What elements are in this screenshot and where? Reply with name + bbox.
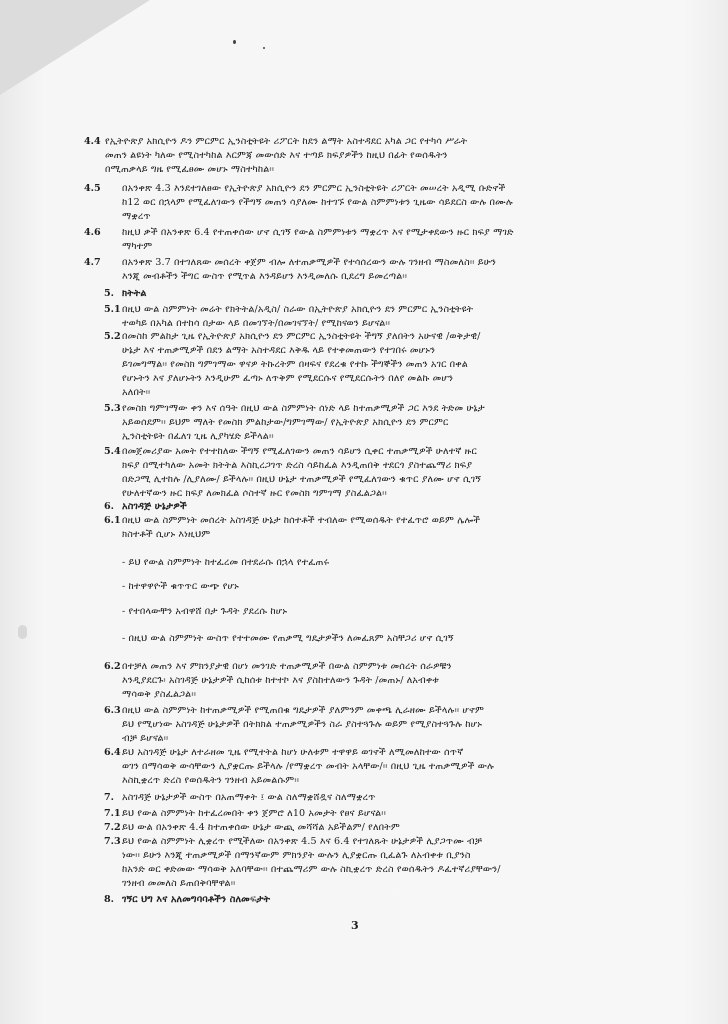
paragraph-line: አስገዳጅ ሁኔታዎች	[122, 501, 187, 512]
paragraph-line: በአንቀጽ 3.7 በተገለጸው መሰረት ቀጀም ብሎ ለተጠቃሚዎች የተሳሰረውን ውሉ ገንዘብ ማስመለስ፡፡ ይሁን	[122, 257, 497, 268]
paragraph-line: ይህ የውል ስምምነት ሊቋረጥ የሚችለው በአንቀጽ 4.5 እና 6.4 የተገለጹት ሁኔታዎች ሊያጋጥሙ ብቻ	[122, 836, 483, 847]
paragraph-line: እስኪቋረጥ ድረስ የወሰዱትን ገንዘብ አይመልሱም፡፡	[122, 775, 300, 787]
paragraph-line: ብቻ ይሆናል፡፡	[122, 733, 169, 745]
paper-speck	[233, 40, 236, 44]
paragraph-line: በመጀመሪያው አመት የተተከለው ችግኝ የሚፈለገውን መጠን ሳይሆን ሲቀር ተጠቃሚዎች ሁለተኛ ዙር	[122, 446, 477, 457]
paragraph-line: በድጋሚ ሊተከሉ /ሊያለሙ/ ይችላሉ፡፡ በዚህ ሁኔታ ተጠቃሚዎች የሚፈለገውን ቁጥር ያለሙ ሆኖ ሲገኝ	[122, 474, 482, 486]
paragraph-line: ይህ የውል ስምምነት ከተፈረመበት ቀን ጀምሮ ለ10 አመታት የፀና ይሆናል፡፡	[122, 808, 386, 819]
paragraph-line: በአንቀጽ 4.3 እንደተገለፀው የኢትዮጵያ አክሲዮን ደን ምርምር ኢንስቲትዩት ሪፖርት መሠረት አዲሚ ቡድኖች	[122, 183, 506, 194]
paragraph-line: በመስከ ምልከታ ጊዜ የኢትዮጵያ አክሲዮን ደን ምርምር ኢንስቲትዩት ችግኝ ያለበትን አሁናዊ /ወቅታዊ/	[122, 331, 481, 342]
paragraph-line: የኢትዮጵያ አክሲዮን ዶን ምርምር ኢንስቲትዩት ሪፖርት ከደን ልማት አስተዳደር አካል ጋር የተካሳ ሥራት	[105, 136, 468, 147]
section-number: 6.	[104, 501, 115, 512]
paragraph-line: ከአንድ ወር ቀድመው ማሳወቅ አለባቸው፡፡ በተጨማሪም ውሉ ስኪቋረጥ ድረስ የወሰዱትን ዶፈተኛሪያቸውን/	[122, 864, 501, 876]
page-number: 3	[351, 919, 359, 932]
paragraph-line: በዚህ ውል ስምምነት ከተጠቃሚዎች የሚጠበቁ ግዴታዎች ያለምንም መቀጫ ሊራዘሙ ይችላሉ፡፡ ሆኖም	[122, 705, 485, 716]
paragraph-line: የሁለተኛውን ዙር ክፍያ ለመክፈል ሶስተኛ ዙር የመስክ ግምገማ ያስፈልጋል፡፡	[122, 488, 387, 500]
paragraph-line: የመስክ ግምገማው ቀን እና ሰዓት በዚህ ውል ስምምነት ሰነድ ላይ ከተጠቃሚዎች ጋር እንደ ትድመ ሁኔታ	[122, 403, 485, 414]
paragraph-line: በዚህ ውል ስምምነት መሬት የክትትል/አዲስ/ ስራው በኢትዮጵያ አክሲዮን ደን ምርምር ኢንስቲትዩት	[122, 304, 474, 315]
section-number: 7.2	[104, 822, 121, 833]
paragraph-line: ይገመግማል፡፡ የመስክ ግምገማው ዋናዎ ትኩረትም በዛፍና የደረቁ የተኩ ችግኞችን መጠን አገር በቀል	[122, 359, 468, 371]
section-number: 7.1	[104, 808, 121, 819]
paragraph-line: እንዲያደርጉ፡ አስገዳጅ ሁኔታዎች ሲከሰቱ ከተተኮ እና ያስከተለውን ጉዳት /መጠኑ/ ለአብቀቱ	[122, 675, 439, 687]
section-number: 7.3	[104, 836, 121, 847]
paragraph-line: የሆኑትን እና ያለሆኑትን እንዲሁም ፈጣኑ ለጥቅም የሚደርሱና የሚደርሱትን በለየ መልኩ መሆን	[122, 373, 454, 385]
paragraph-line: አስገዳጅ ሁኔታዎች ውስጥ በአጠማቀት ፤ ውል ስለማቋሸዷና ስለማቋረጥ	[122, 792, 376, 803]
paragraph-line: በተቻለ መጠን እና ምክንያታዊ በሆነ መንገድ ተጠቃሚዎች በውል ስምምነቱ መሰረት ሰራዎቹን	[122, 661, 452, 672]
paragraph-line: ማሳወቅ ያስፈልጋል፡፡	[122, 689, 197, 701]
paragraph-line: ክትትል	[122, 288, 147, 299]
paragraph-line: ገንዘብ መመለስ ይጠበቅባቸዋል፡፡	[122, 878, 236, 890]
section-number: 5.2	[104, 331, 121, 342]
paragraph-line: እንጂ መብቶችን ችግር ውስጥ የሚጥል እንዳይሆን እንዲመለሱ ቢደረግ ይመረጣል፡፡	[122, 271, 408, 283]
section-number: 6.4	[104, 747, 121, 758]
folded-corner	[0, 0, 150, 95]
paragraph-line: አይወሰደም፡፡ ይህም ማለት የመስክ ምልከታው/ግምገማው/ የኢትዮጵያ አክሲዮን ደን ምርምር	[122, 417, 449, 429]
paragraph-line: ተወካይ በአካል በተከሳ በታው ላይ በመገኘት/በመገናኘት/ የሚከናወን ይሆናል፡፡	[122, 318, 391, 330]
section-number: 6.1	[104, 515, 121, 526]
paragraph-line: መጠን ልዩነት ካለው የሚስተካከል እርምጃ መውሰድ እና ተጣይ ክፍያዎችን ከዚህ በፊት የወሰዱትን	[105, 150, 448, 162]
paragraph-line: ከዚህ ቃች በአንቀጽ 6.4 የተጠቀሰው ሆኖ ሲገኝ የውል ስምምነቱን ማቋረጥ እና የሚታቀደውን ዙር ክፍያ ማገድ	[122, 227, 514, 238]
paragraph-line: ኢንስቲትዩት በፈለገ ጊዜ ሊያካሄድ ይችላል፡፡	[122, 431, 274, 443]
bullet-line: - በዚህ ውል ስምምነት ውስጥ የተተመሙ የጠቃሚ ግዴታዎችን ለመፈጸም አስቸጋሪ ሆኖ ሲገኝ	[122, 633, 454, 644]
section-number: 7.	[104, 792, 115, 803]
section-number: 4.7	[84, 257, 101, 268]
paragraph-line: ነው፡፡ ይሁን እንጂ ተጠቃሚዎች በማንኛውም ምክንያት ውሉን ሊያቋርጡ ቢፈልጉ ለአብቀቱ ቢያንስ	[122, 850, 471, 862]
bullet-line: - ይህ የውል ስምምነት ከተፈረመ በተደራሱ በኋላ የተፈጠሩ	[122, 557, 330, 568]
section-number: 4.4	[84, 136, 101, 147]
paragraph-line: በዚህ ውል ስምምነት መሰረት አስገዳጅ ሁኔታ ከሰተቶች ተብለው የሚወሰዱት የተፈጥሮ ወይም ሌሎች	[122, 515, 481, 526]
section-number: 5.	[104, 288, 115, 299]
punch-hole	[18, 625, 27, 639]
paragraph-line: አለበት፡፡	[122, 387, 151, 399]
paragraph-line: ወገን በማሳወቅ ውሳቸውን ሊያቋርጡ ይችላሉ /የማቋረጥ መብት አላቸው/፡፡ በዚህ ጊዜ ተጠቃሚዎች ውሉ	[122, 761, 495, 773]
paragraph-line: ማቋረጥ	[122, 211, 151, 223]
paragraph-line: ሁኔታ እና ተጠቃሚዎች በደን ልማት አስተዳደር እቅዱ ላይ የተቀመጠውን የተገበሩ መሆኑን	[122, 345, 436, 357]
paragraph-line: ይህ አስገዳጅ ሁኔታ ለተራዘመ ጊዜ የሚተትል ከሆነ ሁለቱም ተዋዋይ ወገኖች ለሚመለከተው ሰጥኛ	[122, 747, 464, 758]
bullet-line: - የተበላውቸን አብዋሸ በታ ጉዳት ያደረሱ ከሆኑ	[122, 606, 288, 617]
paragraph-line: በሚጠቃላይ ግዜ የሚፈፀሙ መሆኑ ማስተካከል፡፡	[105, 164, 275, 176]
section-number: 5.4	[104, 446, 121, 457]
paragraph-line: ክፍያ በሚተካለው አመት ክትትል እስኪረጋገጥ ድረስ ሳይከፈል እንዲጠበቅ ተደርጎ ያስተጨማሪ ክፍያ	[122, 460, 473, 472]
paragraph-line: ማካተም	[122, 241, 153, 253]
section-number: 4.6	[84, 227, 101, 238]
paragraph-line: ገኝር ህግ እና አለመግባባቶችን ስለመፍታት	[122, 894, 271, 905]
paper-speck	[263, 47, 265, 49]
section-number: 5.1	[104, 304, 121, 315]
paragraph-line: ከ12 ወር በኋላም የሚፈለገውን የችግኝ መጠን ሳያለሙ ከተገኙ የውል ስምምነቱን ጊዜው ሳይደርስ ውሉ በሙሉ	[122, 197, 513, 209]
section-number: 8.	[104, 894, 115, 905]
paragraph-line: ክስተቶች ሲሆኑ እነዚህም	[122, 529, 211, 541]
bullet-line: - ከተዋዋዮች ቁጥጥር ውጭ የሆኑ	[122, 581, 239, 592]
section-number: 4.5	[84, 183, 101, 194]
section-number: 5.3	[104, 403, 121, 414]
section-number: 6.3	[104, 705, 121, 716]
section-number: 6.2	[104, 661, 121, 672]
paragraph-line: ይህ የሚሆነው አስገዳጅ ሁኔታዎች በትክክል ተጠቃሚዎችን ስራ ያስተጓጉሉ ወይም የሚያስተጓጉሉ ከሆኑ	[122, 719, 483, 731]
paragraph-line: ይህ ውል በአንቀጽ 4.4 ከተጠቀሰው ሁኔታ ውጪ መሻሻል አይችልም/ የለበትም	[122, 822, 400, 833]
